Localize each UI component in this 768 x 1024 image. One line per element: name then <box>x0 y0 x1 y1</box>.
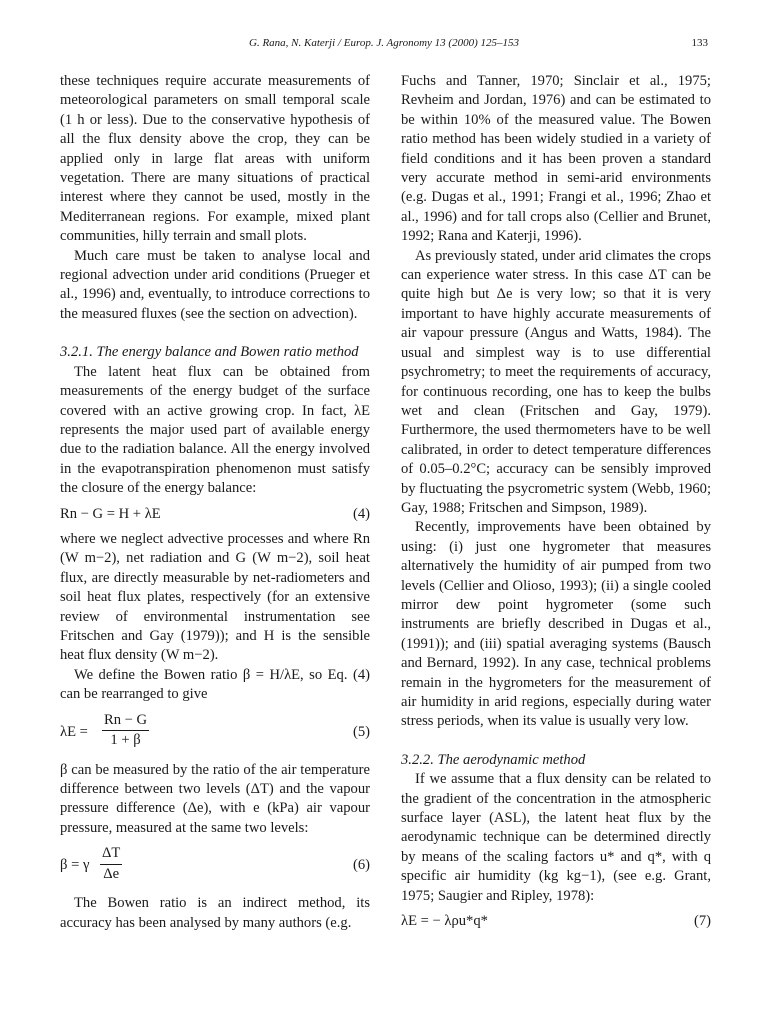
equation-5-numerator: Rn − G <box>102 711 149 731</box>
paragraph: where we neglect advective processes and where Rn (W m−2), net radiation and G (W m−2), soil heat flux, are directly measurable by net-radiometers and soil heat flux plates, respectively (for an extensive review of environmental instrumentation see Fritschen and Gay (1979)); and H is the sensible heat flux density (W m−2). <box>60 530 370 664</box>
equation-6-denominator: Δe <box>103 865 120 882</box>
paragraph: Recently, improvements have been obtained by using: (i) just one hygrometer that measures alternatively the humidity of air pumped from two levels (Cellier and Olioso, 1993); (ii) a single cooled mirror dew point hygrometer (some such instruments are briefly described in Dugas et al., (1991)); and (iii) spatial averaging systems (Bausch and Bernard, 1992). In any case, technical problems remain in the hygrometers for the measurement of air humidity in arid regions, especially during water stress periods, when its value is usually very low. <box>401 519 711 730</box>
equation-4-number: (4) <box>352 505 370 522</box>
equation-6-lhs: β = γ <box>60 857 90 874</box>
section-heading-3-2-1: 3.2.1. The energy balance and Bowen ratio method <box>60 344 359 361</box>
equation-7 <box>401 912 711 931</box>
equation-6-numerator: ΔT <box>100 844 122 864</box>
equation-5-lhs: λE = <box>60 723 88 740</box>
equation-5 <box>60 711 370 755</box>
running-title: G. Rana, N. Katerji / Europ. J. Agronomy 13 (2000) 125–153 <box>249 37 519 49</box>
running-header <box>0 37 768 53</box>
paragraph: The Bowen ratio is an indirect method, its accuracy has been analysed by many authors (e.g. <box>60 895 370 931</box>
equation-6-fraction <box>100 844 122 884</box>
equation-7-body: λE = − λρu*q* <box>401 913 488 930</box>
page-number: 133 <box>691 37 708 49</box>
right-column <box>401 72 711 937</box>
paragraph: β can be measured by the ratio of the air temperature difference between two levels (ΔT) and the vapour pressure difference (Δe), with e (kPa) air vapour pressure, measured at the same two levels: <box>60 761 370 836</box>
left-column <box>60 72 370 933</box>
equation-5-fraction <box>102 711 149 751</box>
paragraph: Fuchs and Tanner, 1970; Sinclair et al., 1975; Revheim and Jordan, 1976) and can be estimated to be within 10% of the measured value. The Bowen ratio method has been widely studied in a variety of field conditions and it has been proven a standard very accurate method in semi-arid environments (e.g. Dugas et al., 1991; Frangi et al., 1996; Zhao et al., 1996) and for tall crops also (Cellier and Brunet, 1992; Rana and Katerji, 1996). <box>401 73 711 245</box>
paragraph: We define the Bowen ratio β = H/λE, so Eq. (4) can be rearranged to give <box>60 666 370 703</box>
paragraph: Much care must be taken to analyse local and regional advection under arid conditions (Prueger et al., 1996) and, eventually, to introduce corrections to the measured fluxes (see the section on advection). <box>60 247 370 322</box>
equation-5-denominator: 1 + β <box>110 732 141 748</box>
equation-7-number: (7) <box>693 913 711 930</box>
section-heading-3-2-2: 3.2.2. The aerodynamic method <box>401 751 586 768</box>
paragraph: The latent heat flux can be obtained from measurements of the energy budget of the surface covered with an active growing crop. In fact, λE represents the major used part of available energy due to the radiation balance. All the energy involved in the evapotranspiration phenomenon must satisfy the closure of the energy balance: <box>60 363 370 497</box>
equation-6-number: (6) <box>352 857 370 874</box>
paragraph: As previously stated, under arid climates the crops can experience water stress. In this case ΔT can be quite high but Δe is very low; so that it is very important to have highly accurate measurements of air vapour pressure (Angus and Watts, 1984). The usual and simplest way is to use differential psychrometry; to meet the requirements of accuracy, for continuous recording, one has to keep the bulbs wet and clean (Fritschen and Gay, 1979). Furthermore, the used thermometers have to be well calibrated, in order to detect temperature differences of 0.05–0.2°C; accuracy can be sensibly improved by fluctuating the psycrometric system (Webb, 1960; Gay, 1988; Fritschen and Simpson, 1989). <box>401 247 711 516</box>
equation-4 <box>60 505 370 524</box>
paragraph: If we assume that a flux density can be related to the gradient of the concentration in the atmospheric surface layer (ASL), the latent heat flux by the aerodynamic technique can be determined directly by means of the scaling factors u* and q*, with q specific air humidity (kg kg−1), (see e.g. Grant, 1975; Saugier and Ripley, 1978): <box>401 771 711 904</box>
equation-5-number: (5) <box>352 723 370 740</box>
equation-4-body: Rn − G = H + λE <box>60 505 161 522</box>
paragraph: these techniques require accurate measurements of meteorological parameters on small temporal scale (1 h or less). Due to the conservative hypothesis of all the flux density above the crop, they can be applied only in large flat areas with uniform vegetation. There are many situations of practical interest where they cannot be used, mostly in the Mediterranean regions. For example, mixed plant communities, hilly terrain and small plots. <box>60 73 370 245</box>
equation-6 <box>60 844 370 888</box>
